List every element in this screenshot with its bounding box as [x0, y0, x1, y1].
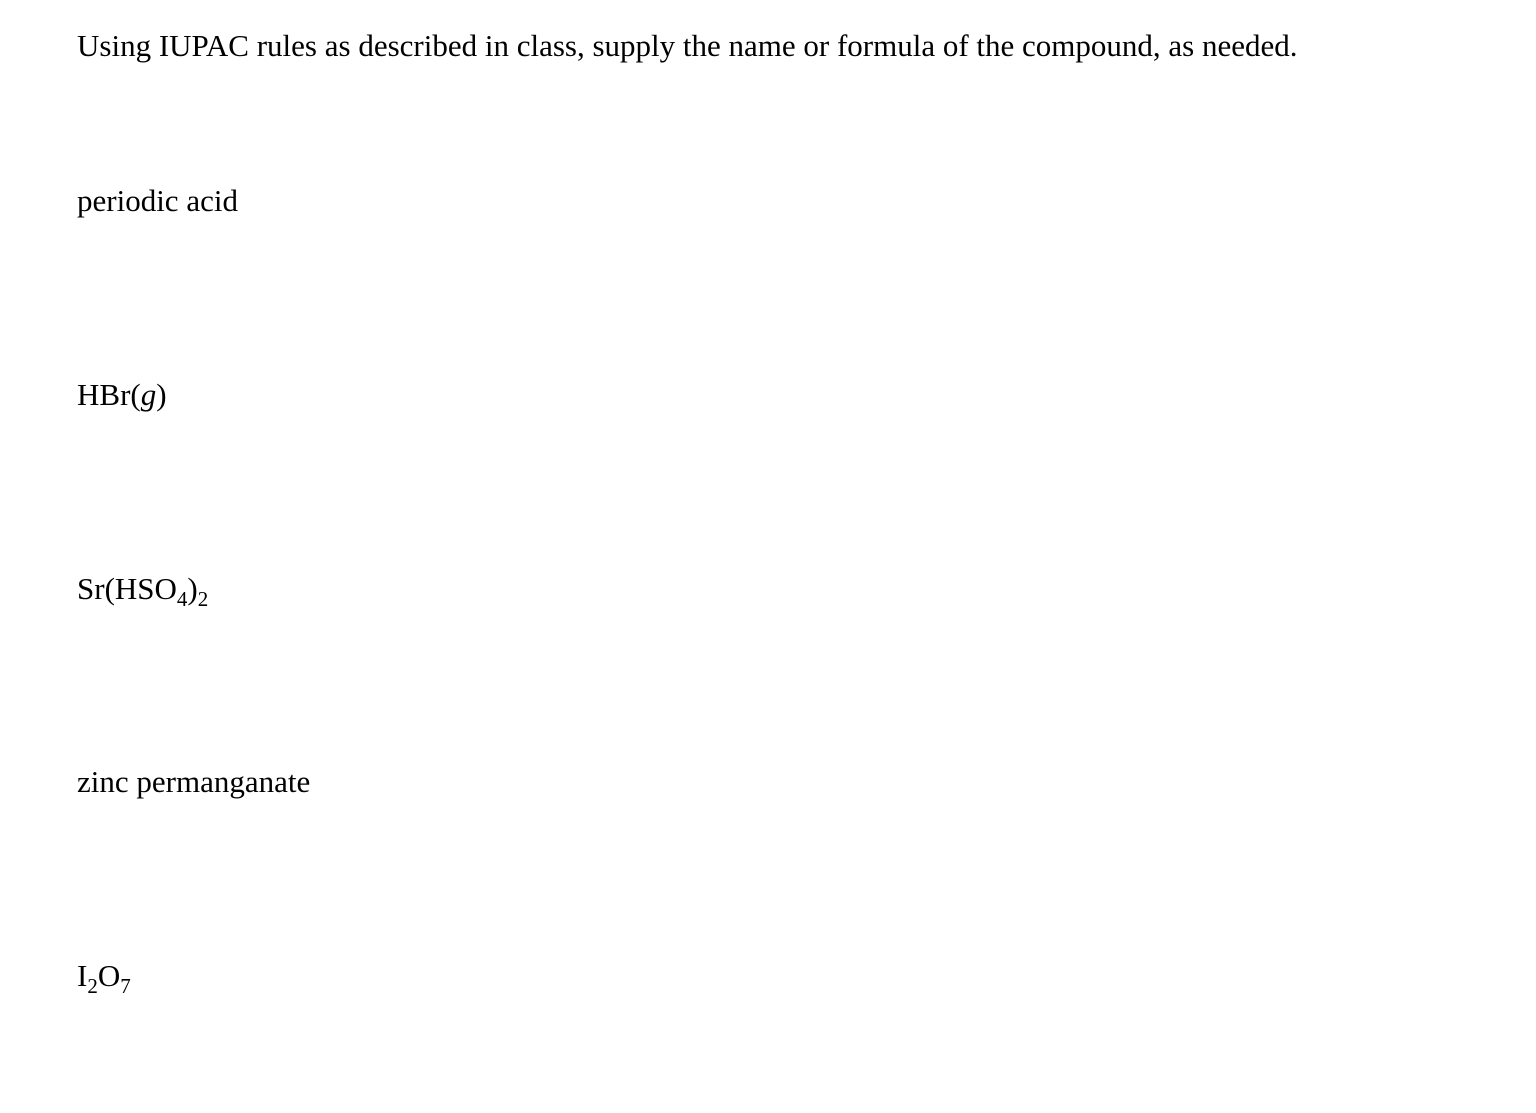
formula-part: )	[187, 571, 198, 606]
formula-part: I	[77, 958, 88, 993]
question-3-formula	[77, 569, 208, 612]
question-5-formula	[77, 956, 131, 999]
formula-subscript: 2	[87, 974, 98, 998]
question-4-zinc-permanganate: zinc permanganate	[77, 764, 311, 799]
formula-part: O	[97, 958, 121, 993]
question-1-periodic-acid: periodic acid	[77, 183, 238, 218]
formula-part: HBr(	[77, 377, 141, 412]
formula-subscript: 4	[176, 587, 188, 611]
formula-subscript: 7	[120, 974, 131, 998]
formula-part: Sr(HSO	[77, 571, 177, 606]
formula-subscript: 2	[197, 587, 209, 611]
instructions-text: Using IUPAC rules as described in class, supply the name or formula of the compound, as needed.	[77, 28, 1298, 63]
state-symbol-gas: g	[140, 377, 157, 412]
formula-part: )	[156, 377, 167, 412]
question-2-formula	[77, 375, 167, 415]
